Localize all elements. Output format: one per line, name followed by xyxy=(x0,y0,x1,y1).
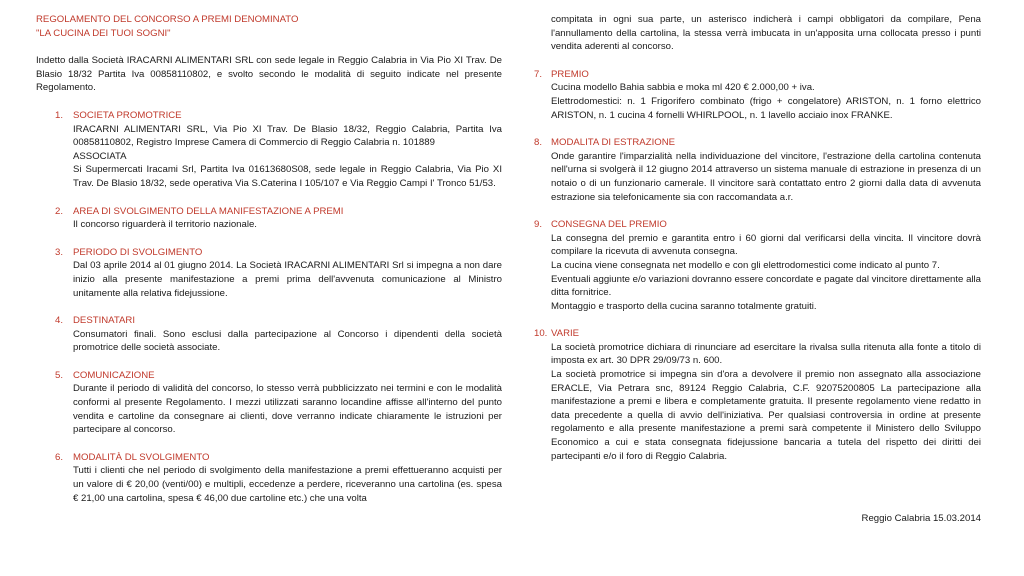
section xyxy=(534,218,981,313)
section-paragraph: Onde garantire l'imparzialità nella individuazione del vincitore, l'estrazione della cartolina contenuta nell'urna si svolgerà il 12 giugno 2014 attraverso un sistema manuale di estrazione in presenza di un notaio o di un funzionario camerale. Il vincitore sarà contattato entro 2 giorni dalla data di avvenuta estrazione sia telefonicamente sia con raccomandata a.r. xyxy=(551,150,981,203)
section-title: CONSEGNA DEL PREMIO xyxy=(551,219,667,231)
section-heading xyxy=(534,327,981,341)
section-6-continuation: compitata in ogni sua parte, un asterisco indicherà i campi obbligatori da compilare, Pena l'annullamento della cartolina, la stessa verrà imbucata in un'apposita urna collocata presso i punti vendita aderenti al concorso. xyxy=(551,14,981,53)
section-title: PREMIO xyxy=(551,68,589,80)
left-column xyxy=(36,13,502,505)
section-number: 2. xyxy=(55,205,64,217)
section-heading xyxy=(36,369,502,383)
section-paragraph: Eventuali aggiunte e/o variazioni dovranno essere concordate e pagate dal vincitore direttamente alla ditta fornitrice. xyxy=(551,273,981,299)
section-paragraph: Si Supermercati Iracami Srl, Partita Iva 01613680S08, sede legale in Reggio Calabria, Via Pio XI Trav. De Blasio 18/32, sede operativa Via S.Caterina I 105/107 e Via Reggio Campi I' Tronco 51/53. xyxy=(73,164,502,189)
section-paragraph: Il concorso riguarderà il territorio nazionale. xyxy=(73,219,257,231)
section-body xyxy=(36,382,502,436)
right-column xyxy=(534,13,981,463)
section-paragraph: Elettrodomestici: n. 1 Frigorifero combinato (frigo + congelatore) ARISTON, n. 1 forno elettrico ARISTON, n. 1 cucina 4 fornelli WHIRLPOOL, n. 1 lavello acciaio inox FRANKE. xyxy=(551,95,981,121)
section-body xyxy=(534,150,981,204)
section-paragraph: IRACARNI ALIMENTARI SRL, Via Pio XI Trav. De Blasio 18/32, Reggio Calabria, Partita Iva 00858110802, Registro Imprese Camera di Commercio di Reggio Calabria n. 101889 xyxy=(73,123,502,149)
intro-paragraph: Indetto dalla Società IRACARNI ALIMENTARI SRL con sede legale in Reggio Calabria in Via Pio XI Trav. De Blasio 18/32 Partita Iva 00858110802, e svolto secondo le modalità di seguito indicate nel presente Regolamento. xyxy=(36,55,502,94)
section xyxy=(534,327,981,463)
section-heading xyxy=(534,136,981,150)
sections-right xyxy=(534,68,981,463)
section-title: VARIE xyxy=(551,328,580,340)
section-paragraph: La consegna del premio e garantita entro i 60 giorni dal verificarsi della vincita. Il vincitore dovrà compilare la ricevuta di avvenuta consegna. xyxy=(551,232,981,258)
section-title: AREA DI SVOLGIMENTO DELLA MANIFESTAZIONE A PREMI xyxy=(73,205,344,217)
section-number: 8. xyxy=(534,137,543,149)
section-title: COMUNICAZIONE xyxy=(73,369,155,381)
section-number: 6. xyxy=(55,451,64,463)
section-paragraph: Consumatori finali. Sono esclusi dalla partecipazione al Concorso i dipendenti della società promotrice delle società associate. xyxy=(73,328,502,354)
section xyxy=(36,314,502,355)
section-number: 10. xyxy=(534,328,548,340)
section-paragraph: La società promotrice si impegna sin d'ora a devolvere il premio non assegnato alla associazione ERACLE, Via Petrara snc, 89124 Reggio Calabria, C.F. 92075200805 La partecipazione alla manifestazione a premi e libera e completamente gratuita. Il presente regolamento viene redatto in data precedente a quella di avvio dell'iniziativa. Per qualsiasi controversia in ordine at presente regolamento e alla presente manifestazione a premi sarà competente il Ministero dello Sviluppo Economico a cui e stata consegnata fidejussione bancaria a tutela del rispetto dei diritti dei partecipanti e/o il foro di Reggio Calabria. xyxy=(551,369,981,462)
section xyxy=(534,68,981,122)
section-number: 5. xyxy=(55,369,64,381)
section-number: 9. xyxy=(534,219,543,231)
section-number: 4. xyxy=(55,315,64,327)
section-paragraph: La cucina viene consegnata net modello e con gli elettrodomestici come indicato al punto 7. xyxy=(551,259,940,271)
section xyxy=(36,109,502,191)
section-body xyxy=(36,259,502,300)
section-number: 7. xyxy=(534,68,543,80)
section xyxy=(36,451,502,505)
section xyxy=(36,246,502,300)
sections-left xyxy=(36,109,502,505)
section-body xyxy=(534,81,981,122)
signature-date: Reggio Calabria 15.03.2014 xyxy=(861,513,981,524)
section-title: PERIODO DI SVOLGIMENTO xyxy=(73,246,203,258)
section-title: MODALITA DI ESTRAZIONE xyxy=(551,137,676,149)
section-body xyxy=(36,464,502,505)
section xyxy=(36,369,502,437)
section-heading xyxy=(534,68,981,82)
section-title: SOCIETA PROMOTRICE xyxy=(73,109,182,121)
section-number: 3. xyxy=(55,246,64,258)
section-body xyxy=(36,123,502,191)
section-body xyxy=(36,328,502,355)
section xyxy=(36,205,502,232)
section-paragraph: Cucina modello Bahia sabbia e moka ml 420 € 2.000,00 + iva. xyxy=(551,82,815,94)
section-number: 1. xyxy=(55,109,64,121)
section-heading xyxy=(36,246,502,260)
section-paragraph: Dal 03 aprile 2014 al 01 giugno 2014. La Società IRACARNI ALIMENTARI Srl si impegna a non dare inizio alla presente manifestazione a premi prima dell'avvenuta comunicazione al Ministro unitamente alla relativa fidejussione. xyxy=(73,260,502,299)
section-heading xyxy=(36,205,502,219)
section xyxy=(534,136,981,204)
contest-name: "LA CUCINA DEI TUOI SOGNI" xyxy=(36,27,171,39)
section-heading xyxy=(36,109,502,123)
section-heading xyxy=(36,451,502,465)
section-heading xyxy=(36,314,502,328)
section-body xyxy=(36,218,502,232)
section-paragraph: La società promotrice dichiara di rinunciare ad esercitare la rivalsa sulla ritenuta alla fonte a titolo di imposta ex art. 30 DPR 29/09/73 n. 600. xyxy=(551,341,981,367)
section-body xyxy=(534,232,981,314)
section-paragraph: Durante il periodo di validità del concorso, lo stesso verrà pubblicizzato nei termini e con le modalità conformi al presente Regolamento. I mezzi utilizzati saranno locandine affisse all'interno del punto vendita e cartoline da consegnare ai clienti, dove verranno indicate chiaramente le istruzioni per partecipare al concorso. xyxy=(73,383,502,436)
section-paragraph: Montaggio e trasporto della cucina saranno totalmente gratuiti. xyxy=(551,300,817,312)
section-heading xyxy=(534,218,981,232)
section-paragraph: Tutti i clienti che nel periodo di svolgimento della manifestazione a premi effettueranno acquisti per un valore di € 20,00 (venti/00) e multipli, eccedenze a perdere, riceveranno una cartolina (es. spesa € 21,00 una cartolina, spesa € 46,00 due cartoline etc.) che una volta xyxy=(73,465,502,504)
section-paragraph: ASSOCIATA xyxy=(73,150,127,162)
section-body xyxy=(534,341,981,463)
document-title: REGOLAMENTO DEL CONCORSO A PREMI DENOMINATO xyxy=(36,14,299,25)
section-title: MODALITÀ DL SVOLGIMENTO xyxy=(73,451,210,463)
section-title: DESTINATARI xyxy=(73,315,136,327)
